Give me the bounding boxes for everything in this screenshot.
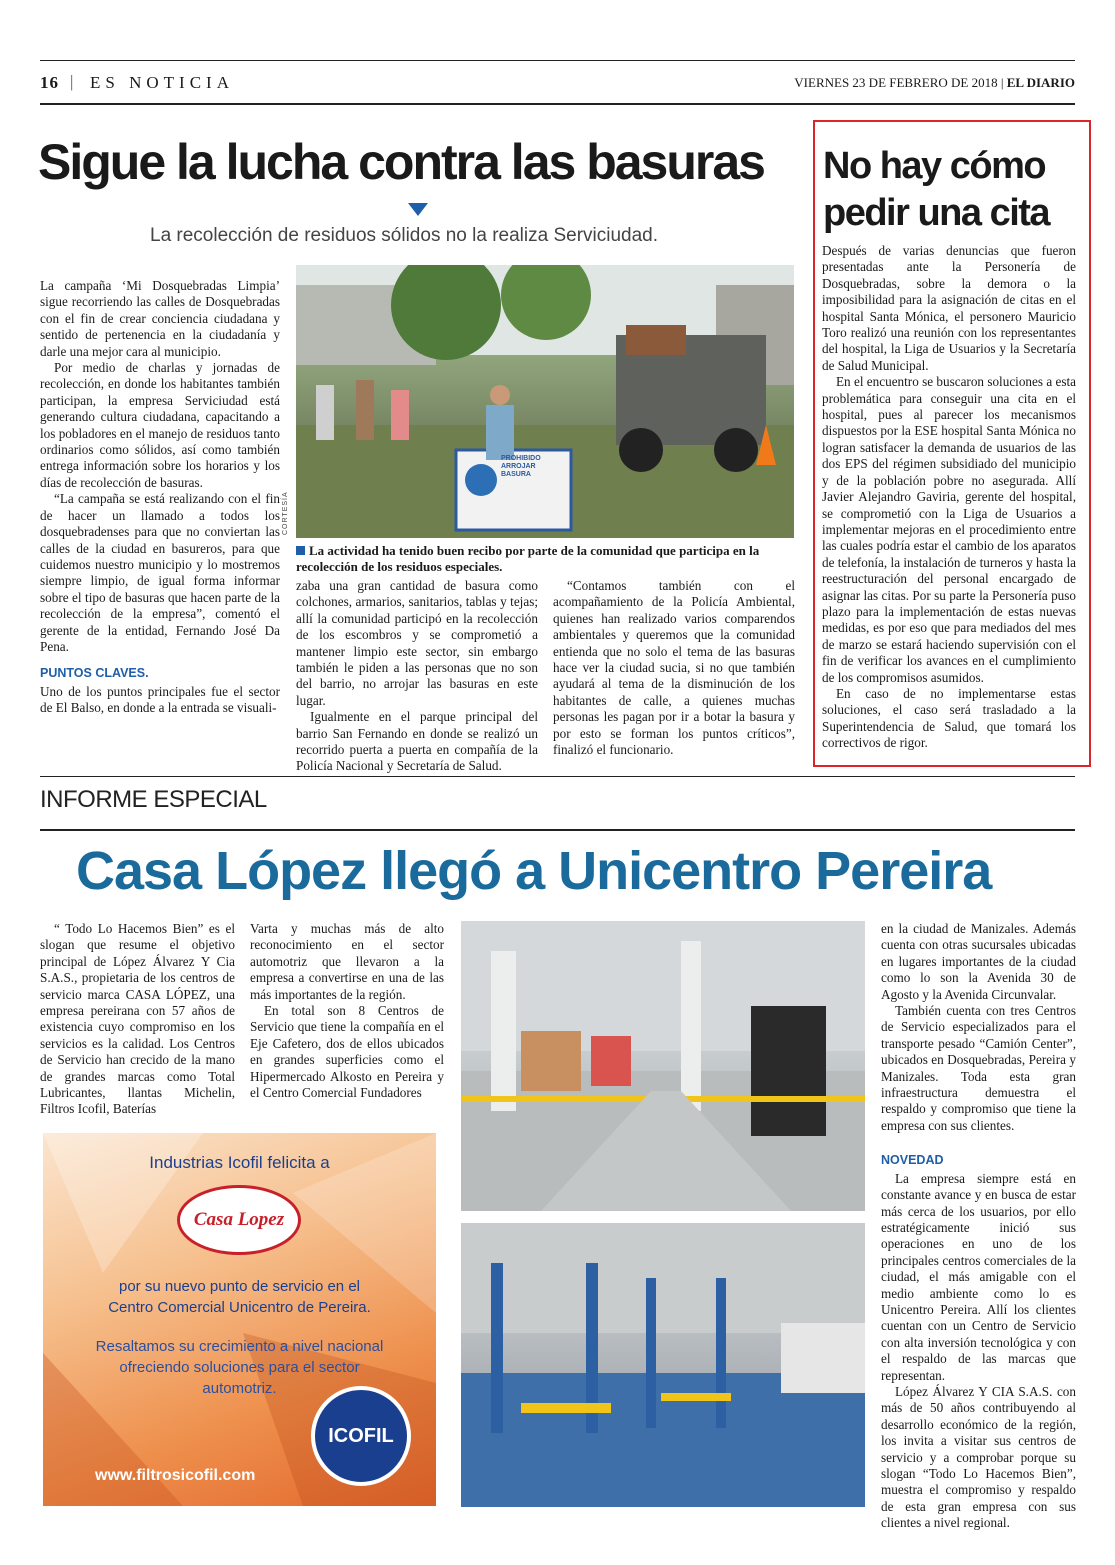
sign-line: ARROJAR <box>501 463 536 470</box>
header-separator: | <box>70 72 74 91</box>
article2-headline <box>823 143 1049 237</box>
icofil-logo-text: ICOFIL <box>328 1424 394 1447</box>
service-center-scene-1 <box>461 921 865 1211</box>
service-center-photo-1 <box>461 921 865 1211</box>
top-rule <box>40 60 1075 61</box>
special-section-label: INFORME ESPECIAL <box>40 786 267 813</box>
ad-line2 <box>43 1276 436 1318</box>
ad-url: www.filtrosicofil.com <box>95 1467 256 1484</box>
casa-lopez-logo <box>177 1185 301 1255</box>
paper-name: EL DIARIO <box>1006 75 1075 90</box>
ad-line3a: Resaltamos su crecimiento a nivel nacional <box>95 1338 384 1355</box>
header-rule <box>40 103 1075 105</box>
article2-paragraph: En el encuentro se buscaron soluciones a esta problemática para conseguir una cita en el hospital, pues al parecer los mecanismos dispuestos por la ESE hospital Santa Mónica no logran satisfacer la demanda de usuarios de las dos EPS del régimen subsidiado del municipio y de la población pobre no asegurada. Allí Javier Alejandro Gaviria, gerente del hospital, se comprometió con la Liga de Usuarios a implementar mejoras en el procedimiento entre las cuales podría estar el cambio de los aparatos de telefonía, la instalación de turneros y hasta la reestructuración del personal encargado de asignar las citas. Por su parte la Personería puso plazo para la implementación de estas nuevas medidas, es por eso que para mediados del mes de marzo se estará haciendo supervisión con el fin de verificar los avances en el cumplimiento de los compromisos asumidos. <box>822 374 1076 685</box>
issue-date: VIERNES 23 DE FEBRERO DE 2018 <box>794 75 998 90</box>
special-paragraph: López Álvarez Y CIA S.A.S. con más de 50 años contribuyendo al desarrollo económico de la región, los invita a visitar sus centros de servicio y a comprobar porque su slogan “Todo Lo Hacemos Bien”, muestra el compromiso y respaldo de esta gran empresa con sus clientes a nivel regional. <box>881 1383 1076 1531</box>
article1-paragraph: zaba una gran cantidad de basura como colchones, armarios, sanitarios, tablas y tejas; allí la comunidad participó en la recolección de los escombros y se comprometió a mantener limpio este sector, sin embargo también le piden a las personas que no son del barrio, no arrojar las basuras en este lugar. <box>296 578 538 708</box>
article1-paragraph: La campaña ‘Mi Dosquebradas Limpia’ sigue recorriendo las calles de Dosquebradas con el fin de crear conciencia ciudadana y sentido de pertenencia en la ciudadanía y darle una mejor cara al municipio. <box>40 278 280 359</box>
cleanup-photo <box>296 265 794 538</box>
special-column-c <box>881 921 1076 1532</box>
special-paragraph: Varta y muchas más de alto reconocimiento en el sector automotriz que llevaron a la empresa a convertirse en una de las más importantes de la región. <box>250 921 444 1002</box>
icofil-ad <box>43 1133 436 1506</box>
article1-column-1 <box>40 278 280 717</box>
sign-text <box>501 455 541 479</box>
special-paragraph: La empresa siempre está en constante avance y en busca de estar más cerca de los usuarios, por ello estratégicamente inició sus operaciones en uno de los principales centros comerciales de la ciudad, el más amigable con el medio ambiente como lo es Unicentro Pereira. Allí los clientes cuentan con un Centro de Servicio con alta inversión tecnológica y con el respaldo de las marcas que representan. <box>881 1170 1076 1383</box>
special-column-b <box>250 921 444 1101</box>
special-paragraph: en la ciudad de Manizales. Además cuenta con otras sucursales ubicadas en lugares importantes de la ciudad como lo son la Avenida 30 de Agosto y la Avenida Circunvalar. <box>881 921 1076 1002</box>
icofil-logo <box>311 1386 411 1486</box>
caption-text: La actividad ha tenido buen recibo por parte de la comunidad que participa en la recolección de los residuos especiales. <box>296 543 760 574</box>
caption-square-icon <box>296 546 305 555</box>
special-rule <box>40 829 1075 831</box>
header-date <box>794 75 1075 91</box>
article1-paragraph: Igualmente en el parque principal del barrio San Fernando en donde se realizó un recorrido puerta a puerta en compañía de la Policía Nacional y Secretaría de Salud. <box>296 709 538 774</box>
special-column-a <box>40 921 235 1118</box>
article1-paragraph: Uno de los puntos principales fue el sector de El Balso, en donde a la entrada se visuali- <box>40 683 280 716</box>
puntos-claves-subhead: PUNTOS CLAVES. <box>40 666 149 681</box>
page-number: 16 <box>40 73 59 92</box>
special-paragraph: En total son 8 Centros de Servicio que tiene la compañía en el Eje Cafetero, dos de ellos ubicados en grandes superficies como el Hipermercado Alkosto en Pereira y el Centro Comercial Fundadores <box>250 1003 444 1101</box>
photo-credit: CORTESÍA <box>282 491 289 535</box>
sign-line: BASURA <box>501 471 531 478</box>
photo-caption <box>296 543 794 575</box>
novedad-subhead: NOVEDAD <box>881 1153 944 1168</box>
ad-line1: Industrias Icofil felicita a <box>149 1153 330 1172</box>
special-paragraph: También cuenta con tres Centros de Servicio especializados para el transporte pesado “Camión Center”, ubicados en Dosquebradas, Pereira y Manizales. Toda esta gran infraestructura demuestra el respaldo y compromiso que tiene la empresa con sus clientes. <box>881 1003 1076 1133</box>
ad-line2a: por su nuevo punto de servicio en el <box>119 1278 360 1295</box>
article2-headline-line2: pedir una cita <box>823 192 1050 234</box>
service-center-scene-2 <box>461 1223 865 1507</box>
sign-line: PROHIBIDO <box>501 455 541 462</box>
article1-column-3 <box>553 578 795 758</box>
special-paragraph: “ Todo Lo Hacemos Bien” es el slogan que resume el objetivo principal de López Álvarez Y Cia S.A.S., propietaria de los centros de servicio marca CASA LÓPEZ, una empresa pereirana con 57 años de existencia cuyo compromiso en los servicios es la calidad. Los Centros de Servicio han crecido de la mano de grandes marcas como Total Lubricantes, llantas Michelin, Filtros Icofil, Baterías <box>40 921 235 1117</box>
article2-paragraph: Después de varias denuncias que fueron presentadas ante la Personería de Dosquebradas, sobre la demora o la imposibilidad para la asignación de citas en el hospital Santa Mónica, el personero Mauricio Toro realizó una reunión con los representantes del hospital, la Liga de Usuarios y la Secretaría de Salud Municipal. <box>822 243 1076 373</box>
ad-line3c: automotriz. <box>202 1380 277 1397</box>
article1-paragraph: Por medio de charlas y jornadas de recolección, en donde los habitantes también participan, la empresa Serviciudad está generando cultura ciudadana, capacitando a los pobladores en el manejo de residuos tanto ordinarios como sólidos, así como también entrega información sobre los horarios y los días de recolección de basuras. <box>40 360 280 490</box>
special-headline: Casa López llegó a Unicentro Pereira <box>76 841 992 901</box>
triangle-down-icon <box>408 203 428 216</box>
ad-line2b: Centro Comercial Unicentro de Pereira. <box>108 1299 371 1316</box>
article2-headline-line1: No hay cómo <box>823 145 1046 187</box>
casa-lopez-logo-text: Casa Lopez <box>193 1209 285 1230</box>
article2-body <box>822 243 1076 752</box>
article1-paragraph: “Contamos también con el acompañamiento de la Policía Ambiental, quienes han realizado varios comparendos ambientales y queremos que la comunidad entienda que no solo el tema de las basuras hace ver la ciudad sucia, si no que también ayudará al tema de la disminución de los habitantes de calle, a quienes muchas personas les pagan por ir a botar la basura y por esto se forman los puntos críticos”, finalizó el funcionario. <box>553 578 795 758</box>
article1-column-2 <box>296 578 538 775</box>
section-divider <box>40 776 1075 777</box>
article1-headline: Sigue la lucha contra las basuras <box>38 134 764 190</box>
section-name: ES NOTICIA <box>90 73 234 92</box>
article1-paragraph: “La campaña se está realizando con el fin de hacer un llamado a todos los dosquebradenses para que no conviertan las calles de la ciudad en basureros, para que cuidemos nuestro municipio y lo mostremos siempre limpio, de igual forma informar sobre el tipo de basuras que hacen parte de la recolección de la empresa”, comentó el gerente de la entidad, Fernando José Da Pena. <box>40 491 280 654</box>
header-separator-2: | <box>1000 75 1007 90</box>
ad-line3b: ofreciendo soluciones para el sector <box>119 1359 360 1376</box>
service-center-photo-2 <box>461 1223 865 1507</box>
cleanup-scene <box>296 265 794 538</box>
article2-paragraph: En caso de no implementarse estas soluciones, el caso será trasladado a la Superintendencia de Salud, que tomará los correctivos de rigor. <box>822 685 1076 751</box>
article1-subheadline: La recolección de residuos sólidos no la realiza Serviciudad. <box>150 225 659 246</box>
